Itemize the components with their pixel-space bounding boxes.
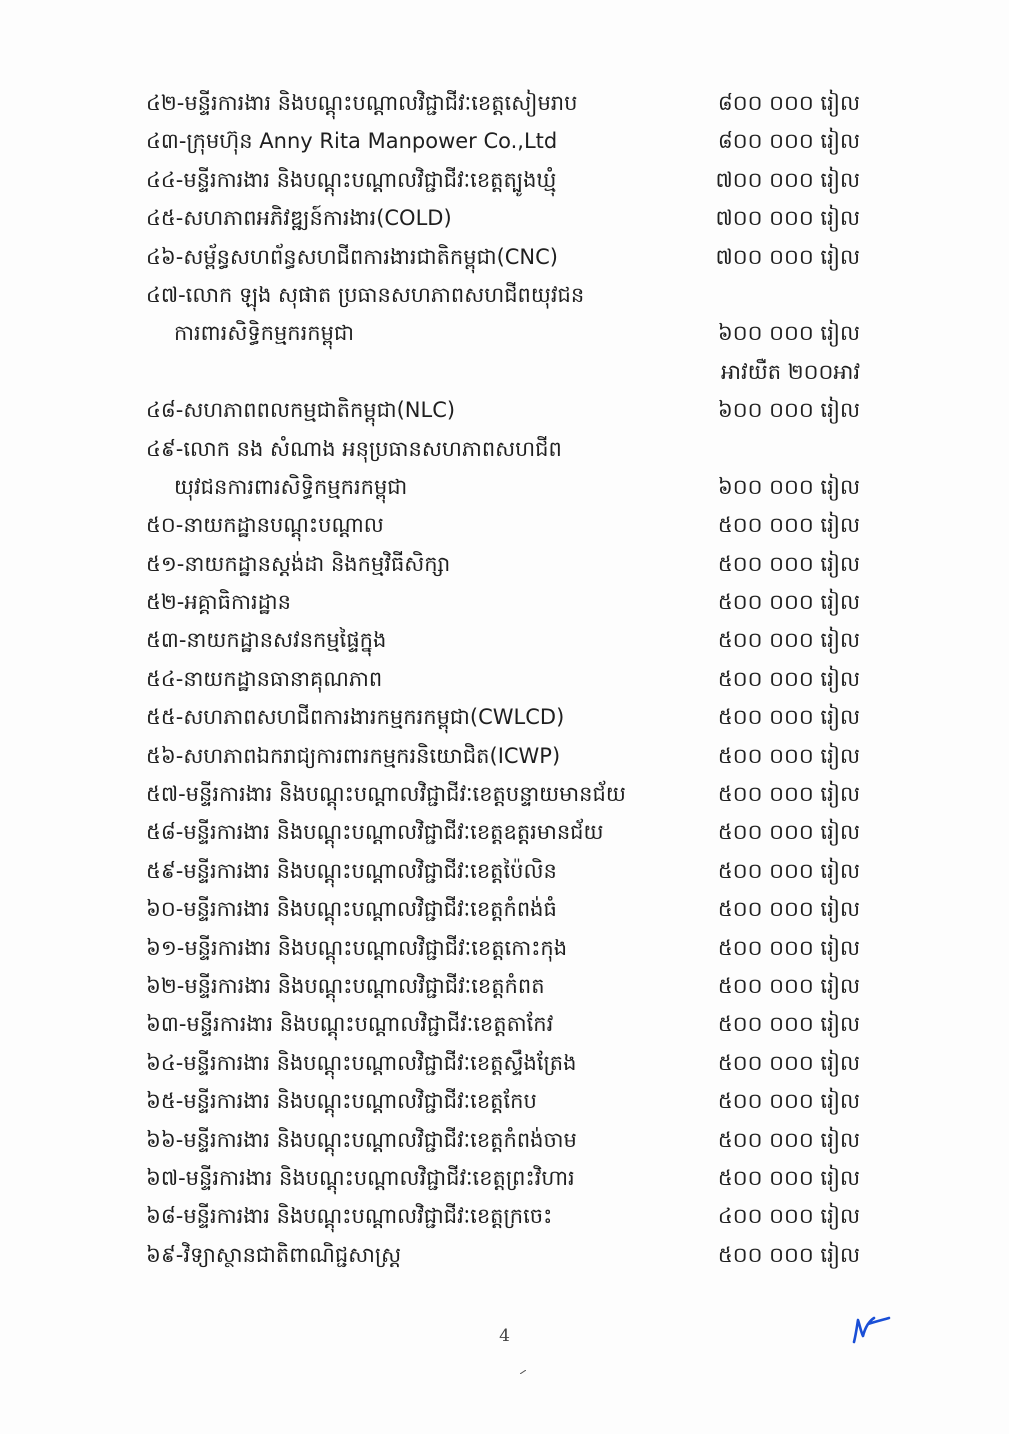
item-label: ៦២-មន្ទីរការងារ និងបណ្តុះបណ្តាលវិជ្ជាជីវៈខេត្តកំពត xyxy=(146,973,545,998)
list-item xyxy=(146,1005,866,1043)
item-label: ៥០-នាយកដ្ឋានបណ្តុះបណ្តាល xyxy=(146,513,384,538)
list-item xyxy=(146,621,866,659)
item-amount: ៥០០ ០០០ រៀល xyxy=(717,820,860,845)
list-item xyxy=(146,122,866,160)
item-amount: ៥០០ ០០០ រៀល xyxy=(717,1050,860,1075)
item-amount: ៥០០ ០០០ រៀល xyxy=(717,897,860,922)
list-item xyxy=(146,890,866,928)
item-amount: ៨០០ ០០០ រៀល xyxy=(717,91,860,115)
item-amount: អាវយឺត ២០០អាវ xyxy=(721,359,860,384)
item-label: ៤៥-សហភាពអភិវឌ្ឍន៍ការងារ(COLD) xyxy=(146,206,452,231)
list-item xyxy=(146,698,866,736)
handwritten-initials xyxy=(848,1312,892,1346)
item-amount: ៥០០ ០០០ រៀល xyxy=(717,590,860,615)
item-amount: ៧០០ ០០០ រៀល xyxy=(715,244,860,269)
donation-list xyxy=(146,84,866,1274)
list-item xyxy=(146,1236,866,1274)
item-amount: ៥០០ ០០០ រៀល xyxy=(717,628,860,653)
list-item xyxy=(146,468,866,506)
item-label: ៦០-មន្ទីរការងារ និងបណ្តុះបណ្តាលវិជ្ជាជីវៈខេត្តកំពង់ធំ xyxy=(146,897,557,922)
item-label: ៦៣-មន្ទីរការងារ និងបណ្តុះបណ្តាលវិជ្ជាជីវៈខេត្តតាកែវ xyxy=(146,1012,554,1037)
item-amount: ៥០០ ០០០ រៀល xyxy=(717,1089,860,1114)
list-item xyxy=(146,430,866,468)
item-label: ៥១-នាយកដ្ឋានស្តង់ដា និងកម្មវិធីសិក្សា xyxy=(146,551,451,576)
item-label: ៤៤-មន្ទីរការងារ និងបណ្តុះបណ្តាលវិជ្ជាជីវៈខេត្តត្បូងឃ្មុំ xyxy=(146,167,557,192)
page-number: 4 xyxy=(499,1326,510,1346)
item-amount: ៧០០ ០០០ រៀល xyxy=(715,167,860,192)
list-item xyxy=(146,583,866,621)
list-item xyxy=(146,391,866,429)
list-item xyxy=(146,813,866,851)
item-amount: ៤០០ ០០០ រៀល xyxy=(717,1204,860,1229)
item-amount: ៥០០ ០០០ រៀល xyxy=(717,1127,860,1152)
item-label: ការពារសិទ្ធិកម្មករកម្ពុជា xyxy=(174,321,354,346)
list-item xyxy=(146,353,866,391)
item-amount: ៦០០ ០០០ រៀល xyxy=(717,398,860,423)
item-amount: ៥០០ ០០០ រៀល xyxy=(717,1242,860,1267)
item-amount: ៥០០ ០០០ រៀល xyxy=(717,551,860,576)
list-item xyxy=(146,929,866,967)
item-label: យុវជនការពារសិទ្ធិកម្មករកម្ពុជា xyxy=(174,474,408,499)
item-label: ៤៩-លោក នង សំណាង អនុប្រធានសហភាពសហជីព xyxy=(146,436,562,461)
scan-mark xyxy=(520,1370,526,1374)
item-label: ៥៤-នាយកដ្ឋានធានាគុណភាព xyxy=(146,666,383,691)
item-amount: ៥០០ ០០០ រៀល xyxy=(717,513,860,538)
list-item xyxy=(146,660,866,698)
list-item xyxy=(146,852,866,890)
item-label: ៥២-អគ្គាធិការដ្ឋាន xyxy=(146,590,291,615)
list-item xyxy=(146,775,866,813)
item-amount: ៥០០ ០០០ រៀល xyxy=(717,666,860,691)
item-label: ៦៥-មន្ទីរការងារ និងបណ្តុះបណ្តាលវិជ្ជាជីវៈខេត្តកែប xyxy=(146,1089,537,1114)
list-item xyxy=(146,1197,866,1235)
item-amount: ៥០០ ០០០ រៀល xyxy=(717,858,860,883)
item-amount: ៥០០ ០០០ រៀល xyxy=(717,743,860,768)
item-label: ៦៧-មន្ទីរការងារ និងបណ្តុះបណ្តាលវិជ្ជាជីវៈខេត្តព្រះវិហារ xyxy=(146,1165,575,1190)
list-item xyxy=(146,199,866,237)
item-amount: ៥០០ ០០០ រៀល xyxy=(717,935,860,960)
list-item xyxy=(146,314,866,352)
item-label: ៤២-មន្ទីរការងារ និងបណ្តុះបណ្តាលវិជ្ជាជីវៈខេត្តសៀមរាប xyxy=(146,91,578,115)
item-amount: ៥០០ ០០០ រៀល xyxy=(717,1012,860,1037)
item-amount: ៧០០ ០០០ រៀល xyxy=(715,206,860,231)
item-label: ៤៣-ក្រុមហ៊ុន Anny Rita Manpower Co.,Ltd xyxy=(146,129,558,154)
item-amount: ៥០០ ០០០ រៀល xyxy=(717,973,860,998)
list-item xyxy=(146,238,866,276)
item-label: ៦៩-វិទ្យាស្ថានជាតិពាណិជ្ជសាស្ត្រ xyxy=(146,1242,402,1267)
item-label: ៦៤-មន្ទីរការងារ និងបណ្តុះបណ្តាលវិជ្ជាជីវៈខេត្តស្ទឹងត្រែង xyxy=(146,1050,577,1075)
list-item xyxy=(146,737,866,775)
item-label: ៤៧-លោក ឡុង សុផាត ប្រធានសហភាពសហជីពយុវជន xyxy=(146,282,585,307)
item-label: ៥៣-នាយកដ្ឋានសវនកម្មផ្ទៃក្នុង xyxy=(146,628,387,653)
item-label: ៦៨-មន្ទីរការងារ និងបណ្តុះបណ្តាលវិជ្ជាជីវៈខេត្តក្រចេះ xyxy=(146,1204,553,1229)
item-amount: ៥០០ ០០០ រៀល xyxy=(717,782,860,807)
item-amount: ៥០០ ០០០ រៀល xyxy=(717,705,860,730)
item-label: ៦១-មន្ទីរការងារ និងបណ្តុះបណ្តាលវិជ្ជាជីវៈខេត្តកោះកុង xyxy=(146,935,568,960)
item-amount: ៦០០ ០០០ រៀល xyxy=(717,321,860,346)
item-label: ៥៩-មន្ទីរការងារ និងបណ្តុះបណ្តាលវិជ្ជាជីវៈខេត្តប៉ៃលិន xyxy=(146,858,557,883)
item-label: ៥៦-សហភាពឯករាជ្យការពារកម្មករនិយោជិត(ICWP) xyxy=(146,743,561,768)
item-amount: ៥០០ ០០០ រៀល xyxy=(717,1165,860,1190)
list-item xyxy=(146,506,866,544)
item-label: ៤៦-សម្ព័ន្ធសហព័ន្ធសហជីពការងារជាតិកម្ពុជា(CNC) xyxy=(146,244,558,269)
item-amount: ៦០០ ០០០ រៀល xyxy=(717,474,860,499)
list-item xyxy=(146,545,866,583)
item-amount: ៨០០ ០០០ រៀល xyxy=(717,129,860,154)
item-label: ៦៦-មន្ទីរការងារ និងបណ្តុះបណ្តាលវិជ្ជាជីវៈខេត្តកំពង់ចាម xyxy=(146,1127,577,1152)
list-item xyxy=(146,967,866,1005)
item-label: ៥៥-សហភាពសហជីពការងារកម្មករកម្ពុជា(CWLCD) xyxy=(146,705,565,730)
item-label: ៥៨-មន្ទីរការងារ និងបណ្តុះបណ្តាលវិជ្ជាជីវៈខេត្តឧត្តរមានជ័យ xyxy=(146,820,604,845)
item-label: ៥៧-មន្ទីរការងារ និងបណ្តុះបណ្តាលវិជ្ជាជីវៈខេត្តបន្ទាយមានជ័យ xyxy=(146,782,626,807)
list-item xyxy=(146,1121,866,1159)
item-label: ៤៨-សហភាពពលកម្មជាតិកម្ពុជា(NLC) xyxy=(146,398,456,423)
list-item xyxy=(146,84,866,122)
list-item xyxy=(146,1082,866,1120)
list-item xyxy=(146,161,866,199)
list-item xyxy=(146,1044,866,1082)
list-item xyxy=(146,276,866,314)
list-item xyxy=(146,1159,866,1197)
